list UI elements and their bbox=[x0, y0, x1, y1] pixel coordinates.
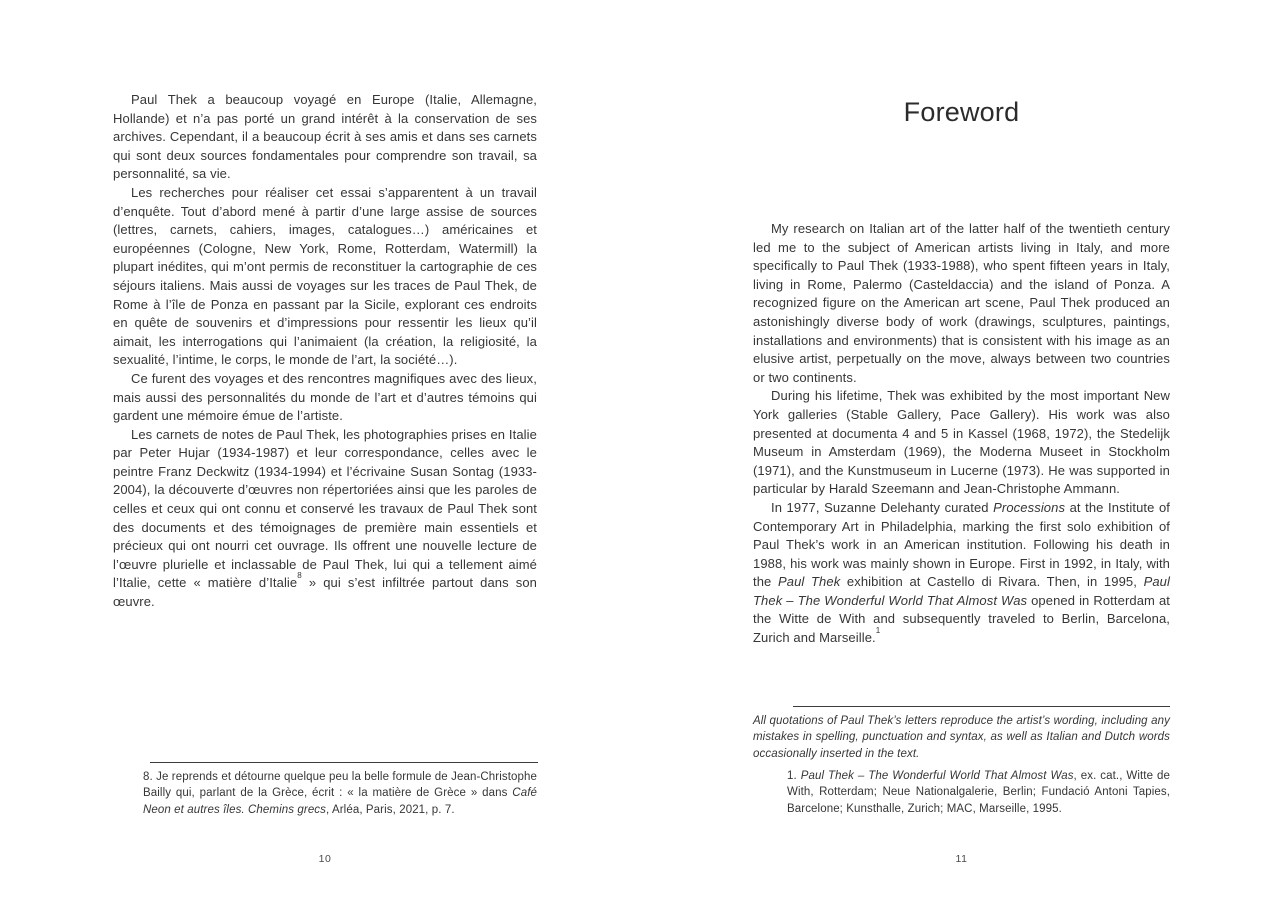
paragraph: During his lifetime, Thek was exhibited by the most important New York galleries (Stable Gallery, Pace Gallery). His work was also presented at documenta 4 and 5 in Kassel (1968, 1972), the Stedelijk Museum in Amsterdam (1969), the Moderna Museet in Stockholm (1971), and the Kunstmuseum in Lucerne (1973). He was supported in particular by Harald Szeemann and Jean-Christophe Ammann. bbox=[753, 388, 1170, 497]
paragraph: Les recherches pour réaliser cet essai s’apparentent à un travail d’enquête. Tout d’abord mené à partir d’une large assise de sources (lettres, carnets, cahiers, images, catalogues…) américaines et européennes (Cologne, New York, Rome, Rotterdam, Watermill) la plupart inédites, qui m’ont permis de reconstituer la cartographie de ces séjours italiens. Mais aussi de voyages sur les traces de Paul Thek, de Rome à l’île de Ponza en passant par la Sicile, explorant ces endroits en quête de souvenirs et d’impressions pour ressentir les lieux qu’il aimait, les interrogations qui l’animaient (la création, la religiosité, la sexualité, l’intime, le corps, le monde de l’art, la société…). bbox=[113, 184, 537, 368]
editorial-note: All quotations of Paul Thek’s letters reproduce the artist’s wording, including any mistakes in spelling, punctuation and syntax, as well as Italian and Dutch words occasionally inserted in the text. bbox=[753, 715, 1170, 760]
page-number: 10 bbox=[318, 853, 332, 865]
main-text-right bbox=[753, 220, 1170, 648]
page-title: Foreword bbox=[903, 97, 1020, 127]
footnote: 8. Je reprends et détourne quelque peu la belle formule de Jean-Christophe Bailly qui, parlant de la Grèce, écrit : « la matière de Grèce » dans Café Neon et autres îles. Chemins grecs, Arléa, Paris, 2021, p. 7. bbox=[143, 771, 537, 816]
main-text-left bbox=[113, 91, 537, 612]
page-number: 11 bbox=[955, 853, 968, 865]
paragraph: My research on Italian art of the latter half of the twentieth century led me to the subject of American artists living in Italy, and more specifically to Paul Thek (1933-1988), who spent fifteen years in Italy, living in Rome, Palermo (Casteldaccia) and the island of Ponza. A recognized figure on the American art scene, Paul Thek produced an astonishingly diverse body of work (drawings, sculptures, paintings, installations and environments) that is consistent with his image as an elusive artist, perpetually on the move, always between two countries or two continents. bbox=[753, 221, 1170, 385]
paragraph: Paul Thek a beaucoup voyagé en Europe (Italie, Allemagne, Hollande) et n’a pas porté un grand intérêt à la conservation de ses archives. Cependant, il a beaucoup écrit à ses amis et dans ses carnets qui sont deux sources fondamentales pour comprendre son travail, sa personnalité, sa vie. bbox=[113, 92, 537, 182]
page-left bbox=[113, 0, 537, 904]
paragraph: Les carnets de notes de Paul Thek, les photographies prises en Italie par Peter Hujar (1934-1987) et leur correspondance, celles avec le peintre Franz Deckwitz (1934-1994) et l’écrivaine Susan Sontag (1933-2004), la découverte d’œuvres non répertoriées ainsi que les paroles de celles et ceux qui ont connu et conservé les travaux de Paul Thek sont des documents et des témoignages de première main essentiels et précieux qui ont nourri cet ouvrage. Ils offrent une nouvelle lecture de l’œuvre plurielle et inclassable de Paul Thek, lui qui a tellement aimé l’Italie, cette « matière d’Italie$^8$ » qui s’est infiltrée partout dans son œuvre. bbox=[113, 426, 537, 610]
paragraph: Ce furent des voyages et des rencontres magnifiques avec des lieux, mais aussi des personnalités du monde de l’art et d’autres témoins qui gardent une mémoire émue de l’artiste. bbox=[113, 370, 537, 424]
footnote-divider bbox=[793, 706, 1170, 707]
footnote: 1. Paul Thek – The Wonderful World That Almost Was, ex. cat., Witte de With, Rotterdam; Neue Nationalgalerie, Berlin; Fundació Antoni Tapies, Barcelone; Kunsthalle, Zurich; MAC, Marseille, 1995. bbox=[787, 770, 1170, 815]
page-right bbox=[753, 0, 1170, 904]
paragraph: In 1977, Suzanne Delehanty curated Processions at the Institute of Contemporary Art in Philadelphia, marking the first solo exhibition of Paul Thek’s work in an American institution. Following his death in 1988, his work was mainly shown in Europe. First in 1992, in Italy, with the Paul Thek exhibition at Castello di Rivara. Then, in 1995, Paul Thek – The Wonderful World That Almost Was opened in Rotterdam at the Witte de With and subsequently traveled to Berlin, Barcelona, Zurich and Marseille.$^1$ bbox=[753, 499, 1171, 646]
footnote-divider bbox=[150, 762, 538, 763]
